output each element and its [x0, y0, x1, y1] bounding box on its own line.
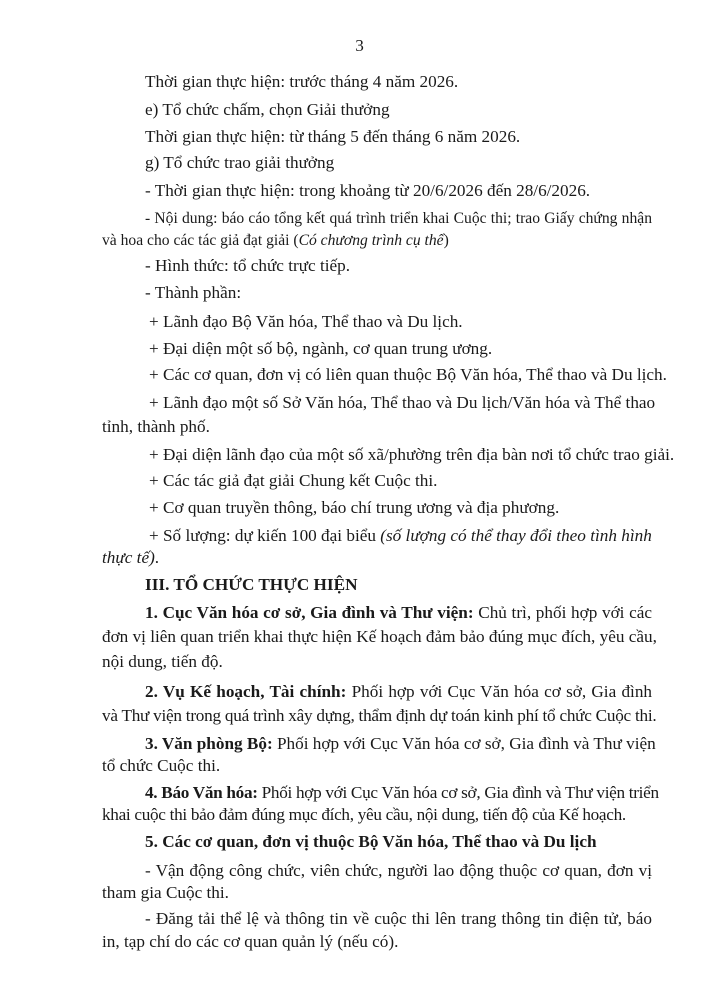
list-item: + Các cơ quan, đơn vị có liên quan thuộc Bộ Văn hóa, Thể thao và Du lịch.: [149, 365, 667, 384]
text-line: in, tạp chí do các cơ quan quản lý (nếu có).: [102, 932, 399, 951]
italic-note: Có chương trình cụ thể: [298, 232, 444, 249]
text-line: - Nội dung: báo cáo tổng kết quá trình triển khai Cuộc thi; trao Giấy chứng nhận: [145, 210, 652, 227]
text-line: Thời gian thực hiện: từ tháng 5 đến tháng 6 năm 2026.: [145, 127, 521, 146]
text-span: .: [154, 548, 160, 567]
text-span: và hoa cho các tác giả đạt giải (: [102, 232, 299, 249]
item-label: 3. Văn phòng Bộ:: [145, 734, 273, 753]
text-line: tổ chức Cuộc thi.: [102, 756, 221, 775]
bullet-item: - Vận động công chức, viên chức, người lao động thuộc cơ quan, đơn vị: [145, 861, 652, 880]
text-span: Chủ trì, phối hợp với các: [473, 603, 652, 622]
list-item: + Lãnh đạo một số Sở Văn hóa, Thể thao và Du lịch/Văn hóa và Thể thao: [149, 393, 656, 412]
text-span: Phối hợp với Cục Văn hóa cơ sở, Gia đình: [346, 682, 653, 701]
item-label: 2. Vụ Kế hoạch, Tài chính:: [145, 682, 347, 701]
list-item: + Cơ quan truyền thông, báo chí trung ương và địa phương.: [149, 498, 560, 517]
subheading-g: g) Tổ chức trao giải thưởng: [145, 153, 335, 172]
item-label: 4. Báo Văn hóa:: [145, 783, 258, 802]
text-span: ): [443, 232, 449, 249]
list-item: + Đại diện một số bộ, ngành, cơ quan trung ương.: [149, 339, 493, 358]
subheading-e: e) Tổ chức chấm, chọn Giải thưởng: [145, 100, 390, 119]
text-line: đơn vị liên quan triển khai thực hiện Kế hoạch đảm bảo đúng mục đích, yêu cầu,: [102, 627, 657, 646]
item-3: [145, 734, 656, 754]
item-2: [145, 682, 652, 702]
list-item: + Đại diện lãnh đạo của một số xã/phường trên địa bàn nơi tổ chức trao giải.: [149, 445, 675, 464]
text-span: Phối hợp với Cục Văn hóa cơ sở, Gia đình và Thư viện: [272, 734, 656, 753]
item-1: [145, 603, 652, 623]
text-line: và Thư viện trong quá trình xây dựng, thẩm định dự toán kinh phí tổ chức Cuộc thi.: [102, 706, 657, 725]
page-number: 3: [355, 36, 364, 55]
list-item: + Các tác giả đạt giải Chung kết Cuộc thi.: [149, 471, 438, 490]
italic-note: thực tế): [102, 548, 155, 567]
text-line: [102, 231, 449, 251]
text-line: - Hình thức: tổ chức trực tiếp.: [145, 256, 351, 275]
item-4: [145, 783, 659, 803]
text-line: tham gia Cuộc thi.: [102, 883, 229, 902]
text-line: [102, 548, 159, 568]
text-line: khai cuộc thi bảo đảm đúng mục đích, yêu cầu, nội dung, tiến độ của Kế hoạch.: [102, 805, 626, 824]
item-label: 1. Cục Văn hóa cơ sở, Gia đình và Thư viện:: [145, 603, 474, 622]
italic-note: (số lượng có thể thay đổi theo tình hình: [380, 526, 652, 545]
text-line: nội dung, tiến độ.: [102, 652, 223, 671]
text-span: + Số lượng: dự kiến 100 đại biểu: [149, 526, 381, 545]
text-line: - Thành phần:: [145, 283, 242, 302]
text-line: - Thời gian thực hiện: trong khoảng từ 20/6/2026 đến 28/6/2026.: [145, 181, 591, 200]
list-item: + Lãnh đạo Bộ Văn hóa, Thể thao và Du lịch.: [149, 312, 463, 331]
text-span: Phối hợp với Cục Văn hóa cơ sở, Gia đình và Thư viện triển: [257, 783, 659, 802]
item-5: 5. Các cơ quan, đơn vị thuộc Bộ Văn hóa, Thể thao và Du lịch: [145, 832, 597, 851]
bullet-item: - Đăng tải thể lệ và thông tin về cuộc thi lên trang thông tin điện tử, báo: [145, 909, 652, 928]
list-item: [149, 526, 652, 546]
text-line: Thời gian thực hiện: trước tháng 4 năm 2026.: [145, 72, 459, 91]
section-heading: III. TỔ CHỨC THỰC HIỆN: [145, 575, 358, 594]
text-line: tỉnh, thành phố.: [102, 417, 210, 436]
